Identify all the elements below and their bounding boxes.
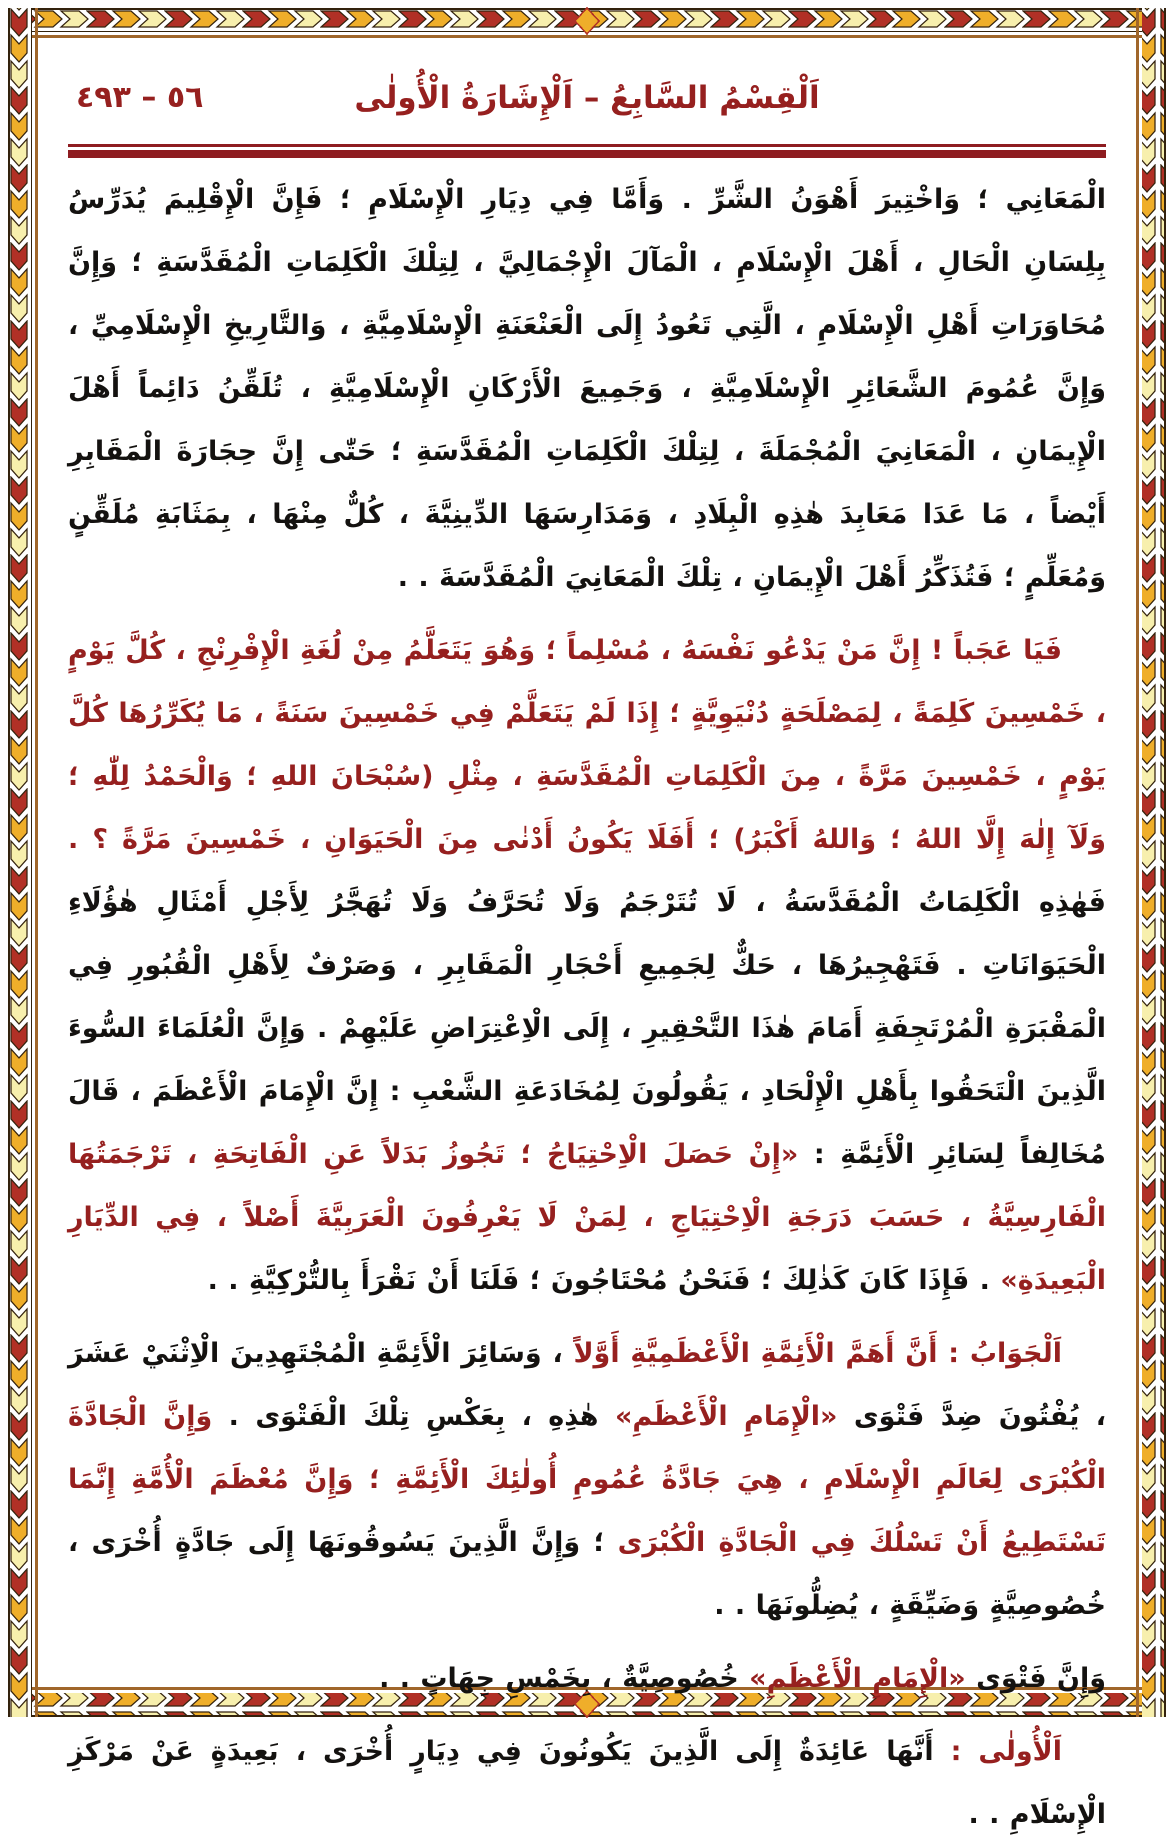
page-content: [38, 38, 1136, 1830]
text-segment: الْمَعَانِي ؛ وَاخْتِيرَ أَهْوَنُ الشَّرِّ . وَأَمَّا فِي دِيَارِ الْإِسْلَامِ ؛ فَإِنَّ الْإِقْلِيمَ يُدَرِّسُ بِلِسَانِ الْحَالِ ، أَهْلَ الْإِسْلَامِ ، الْمَآلَ الْإِجْمَالِيَّ ، لِتِلْكَ الْكَلِمَاتِ الْمُقَدَّسَةِ ؛ وَإِنَّ مُحَاوَرَاتِ أَهْلِ الْإِسْلَامِ ، الَّتِي تَعُودُ إِلَى الْعَنْعَنَةِ الْإِسْلَامِيَّةِ ، وَالتَّارِيخِ الْإِسْلَامِيِّ ، وَإِنَّ عُمُومَ الشَّعَائِرِ الْإِسْلَامِيَّةِ ، وَجَمِيعَ الْأَرْكَانِ الْإِسْلَامِيَّةِ ، تُلَقِّنُ دَائِماً أَهْلَ الْإِيمَانِ ، الْمَعَانِيَ الْمُجْمَلَةَ ، لِتِلْكَ الْكَلِمَاتِ الْمُقَدَّسَةِ ؛ حَتّٰى إِنَّ حِجَارَةَ الْمَقَابِرِ أَيْضاً ، مَا عَدَا مَعَابِدَ هٰذِهِ الْبِلَادِ ، وَمَدَارِسَهَا الدِّينِيَّةَ ، كُلٌّ مِنْهَا ، بِمَثَابَةِ مُلَقِّنٍ وَمُعَلِّمٍ ؛ فَتُذَكِّرُ أَهْلَ الْإِيمَانِ ، تِلْكَ الْمَعَانِيَ الْمُقَدَّسَةَ . .: [68, 184, 1106, 593]
text-segment: خُصُوصِيَّةٌ ، بِخَمْسِ جِهَاتٍ . .: [379, 1663, 750, 1694]
page-number: ٥٦ – ٤٩٣: [76, 80, 204, 115]
page-title: اَلْقِسْمُ السَّابِعُ – اَلْإِشَارَةُ الْأُولٰى: [354, 80, 820, 116]
page-border-left: [8, 8, 38, 1717]
text-segment: . فَإِذَا كَانَ كَذٰلِكَ ؛ فَنَحْنُ مُحْتَاجُونَ ؛ فَلَنَا أَنْ نَقْرَأَ بِالتُّرْكِيَّةِ . .: [207, 1265, 1001, 1296]
text-segment: فَيَا عَجَباً ! إِنَّ مَنْ يَدْعُو نَفْسَهُ ، مُسْلِماً ؛ وَهُوَ يَتَعَلَّمُ مِنْ لُغَةِ الْإِفْرِنْجِ ، كُلَّ يَوْمٍ ، خَمْسِينَ كَلِمَةً ، لِمَصْلَحَةٍ دُنْيَوِيَّةٍ ؛ إِذَا لَمْ يَتَعَلَّمْ فِي خَمْسِينَ سَنَةً ، مَا يُكَرِّرُهَا كُلَّ يَوْمٍ ، خَمْسِينَ مَرَّةً ، مِنَ الْكَلِمَاتِ الْمُقَدَّسَةِ ، مِثْلِ (سُبْحَانَ اللهِ ؛ وَالْحَمْدُ لِلّٰهِ ؛ وَلَآ إِلٰهَ إِلَّا اللهُ ؛ وَاللهُ أَكْبَرُ) ؛ أَفَلَا يَكُونُ أَدْنٰى مِنَ الْحَيَوَانِ ، خَمْسِينَ مَرَّةً ؟ .: [68, 635, 1106, 855]
page-header: [68, 68, 1106, 134]
text-segment: أَنَّهَا عَائِدَةٌ إِلَى الَّذِينَ يَكُونُونَ فِي دِيَارٍ أُخْرَى ، بَعِيدَةٍ عَنْ مَرْكَزِ الْإِسْلَامِ . .: [68, 1736, 1106, 1830]
text-segment: فَهٰذِهِ الْكَلِمَاتُ الْمُقَدَّسَةُ ، لَا تُتَرْجَمُ وَلَا تُحَرَّفُ وَلَا تُهَجَّرُ لِأَجْلِ أَمْثَالِ هٰؤُلَاءِ الْحَيَوَانَاتِ . فَتَهْجِيرُهَا ، حَكٌّ لِجَمِيعِ أَحْجَارِ الْمَقَابِرِ ، وَصَرْفٌ لِأَهْلِ الْقُبُورِ فِي الْمَقْبَرَةِ الْمُرْتَجِفَةِ أَمَامَ هٰذَا التَّحْقِيرِ ، إِلَى الْاِعْتِرَاضِ عَلَيْهِمْ . وَإِنَّ الْعُلَمَاءَ السُّوءَ الَّذِينَ الْتَحَقُوا بِأَهْلِ الْإِلْحَادِ ، يَقُولُونَ لِمُخَادَعَةِ الشَّعْبِ : إِنَّ الْإِمَامَ الْأَعْظَمَ ، قَالَ مُخَالِفاً لِسَائِرِ الْأَئِمَّةِ :: [68, 887, 1106, 1170]
header-rule-thick-line: [68, 150, 1106, 158]
header-rule: [68, 144, 1106, 158]
text-segment: وَإِنَّ فَتْوَى: [965, 1663, 1106, 1694]
text-segment: اَلْأُولٰى :: [933, 1736, 1062, 1767]
paragraph: [68, 619, 1106, 1312]
text-segment: وَإِنَّ الْجَادَّةَ الْكُبْرَى لِعَالَمِ الْإِسْلَامِ ، هِيَ جَادَّةُ عُمُومِ أُولٰئِكَ الْأَئِمَّةِ ؛ وَإِنَّ مُعْظَمَ الْأُمَّةِ إِنَّمَا تَسْتَطِيعُ أَنْ تَسْلُكَ فِي الْجَادَّةِ الْكُبْرَى: [68, 1401, 1106, 1558]
paragraph: [68, 1322, 1106, 1637]
paragraph: [68, 1720, 1106, 1846]
text-segment: هٰذِهِ ، بِعَكْسِ تِلْكَ الْفَتْوَى .: [212, 1401, 615, 1432]
page-border-top: [8, 8, 1166, 38]
text-segment: «الْإِمَامِ الْأَعْظَمِ»: [614, 1401, 838, 1432]
page-border-right: [1136, 8, 1166, 1717]
paragraph: [68, 168, 1106, 609]
text-segment: ، وَسَائِرَ الْأَئِمَّةِ الْمُجْتَهِدِينَ الْاِثْنَيْ عَشَرَ ، يُفْتُونَ ضِدَّ فَتْوَى: [68, 1338, 1107, 1432]
body-text: [68, 168, 1107, 1830]
text-segment: اَلْجَوَابُ : أَنَّ أَهَمَّ الْأَئِمَّةِ الْأَعْظَمِيَّةِ أَوَّلاً: [562, 1338, 1062, 1369]
text-segment: «إِنْ حَصَلَ الْاِحْتِيَاجُ ؛ تَجُوزُ بَدَلاً عَنِ الْفَاتِحَةِ ، تَرْجَمَتُهَا الْفَارِسِيَّةُ ، حَسَبَ دَرَجَةِ الْاِحْتِيَاجِ ، لِمَنْ لَا يَعْرِفُونَ الْعَرَبِيَّةَ أَصْلاً ، فِي الدِّيَارِ الْبَعِيدَةِ»: [68, 1139, 1106, 1296]
text-segment: «الْإِمَامِ الْأَعْظَمِ»: [749, 1663, 966, 1694]
paragraph: [68, 1647, 1106, 1710]
text-segment: ؛ وَإِنَّ الَّذِينَ يَسُوقُونَهَا إِلَى جَادَّةٍ أُخْرَى ، خُصُوصِيَّةٍ وَضَيِّقَةٍ ، يُضِلُّونَهَا . .: [68, 1527, 1106, 1621]
